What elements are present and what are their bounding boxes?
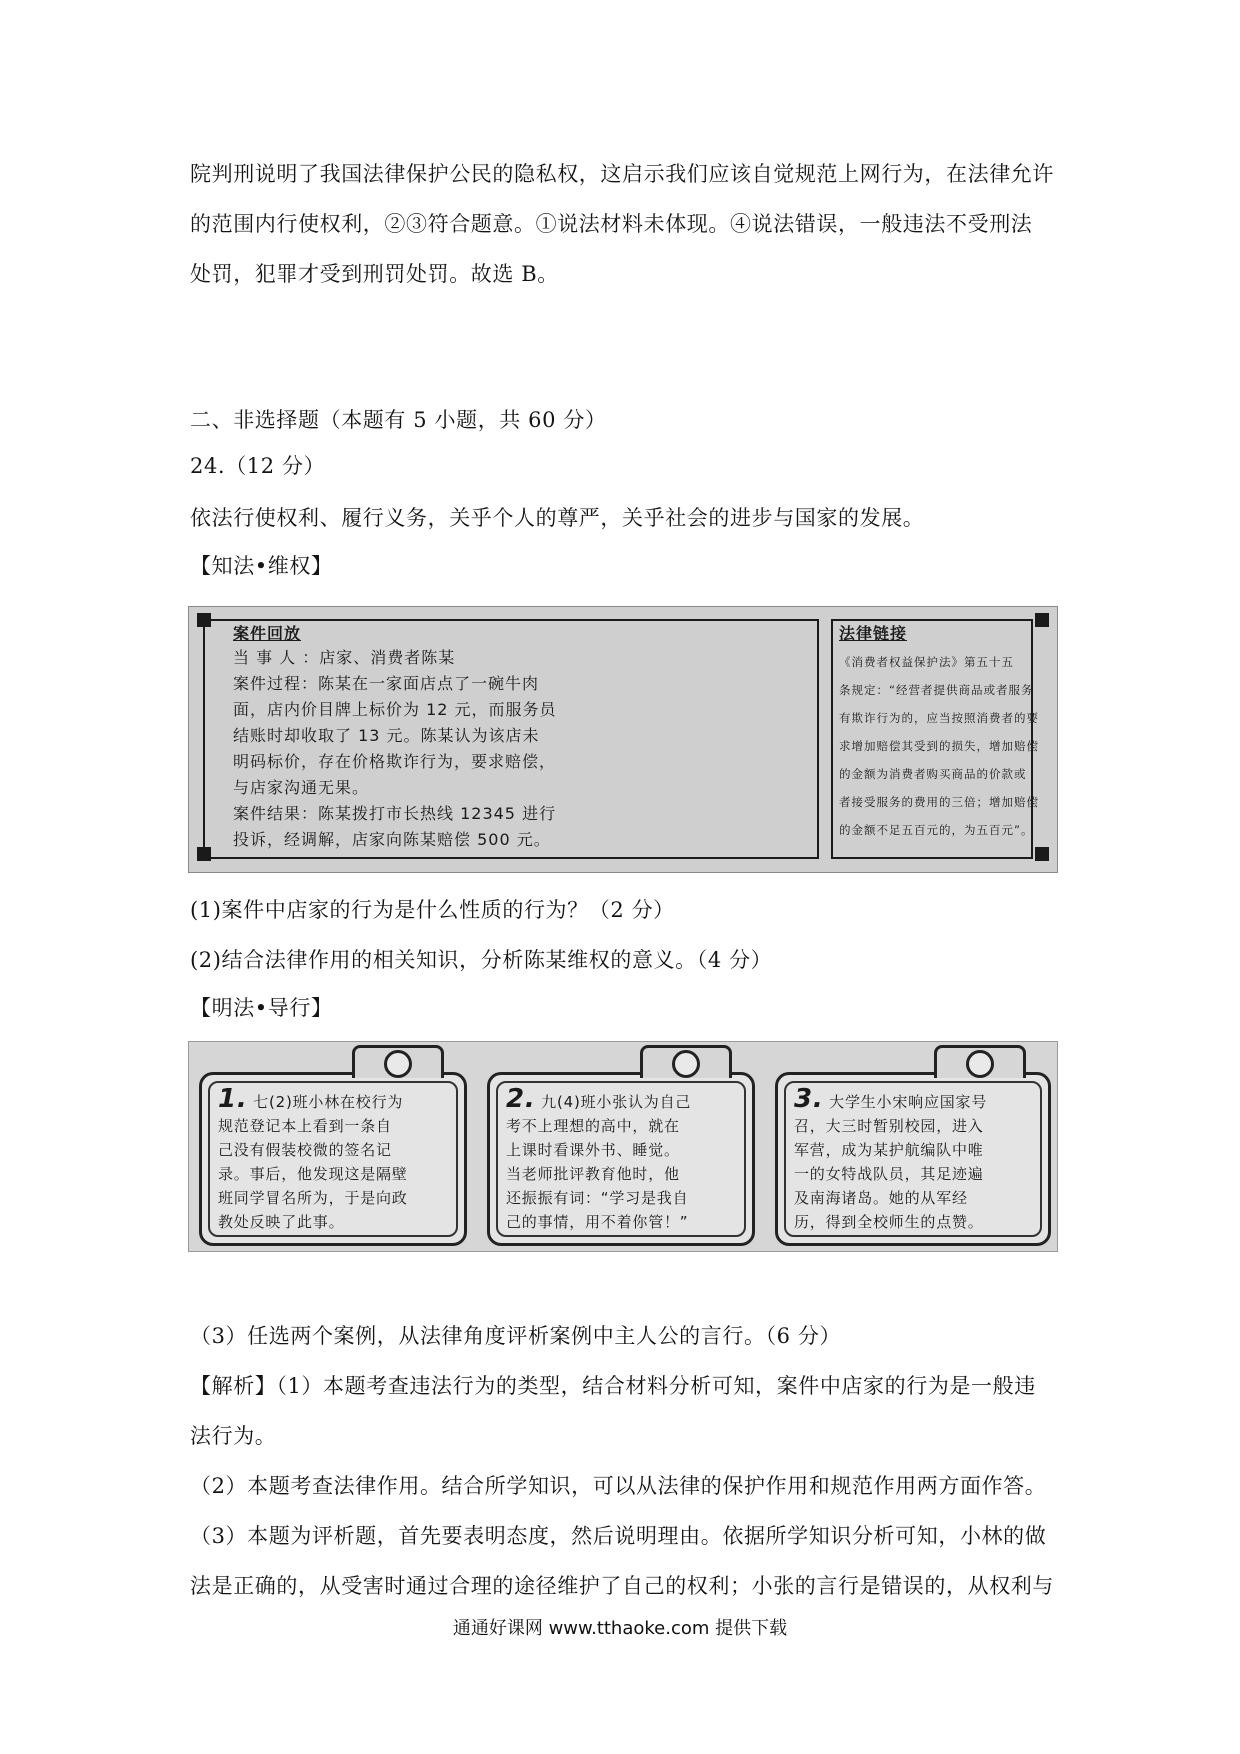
analysis-line: 【解析】（1）本题考查违法行为的类型，结合材料分析可知，案件中店家的行为是一般违 bbox=[190, 1374, 1036, 1398]
case-card-number: 2. bbox=[506, 1084, 536, 1114]
law-line: 有欺诈行为的，应当按照消费者的要 bbox=[839, 711, 1039, 725]
frame-corner bbox=[1035, 847, 1049, 861]
section-bracket-label: 【知法•维权】 bbox=[190, 554, 333, 578]
paragraph-line: 处罚，犯罪才受到刑罚处罚。故选 B。 bbox=[190, 262, 559, 286]
law-line: 者接受服务的费用的三倍；增加赔偿 bbox=[839, 795, 1039, 809]
question-3: （3）任选两个案例，从法律角度评析案例中主人公的言行。（6 分） bbox=[190, 1324, 842, 1348]
law-line: 条规定：“经营者提供商品或者服务 bbox=[839, 683, 1034, 697]
frame-corner bbox=[1035, 613, 1049, 627]
case-review-figure bbox=[188, 606, 1058, 873]
question-2: (2)结合法律作用的相关知识，分析陈某维权的意义。（4 分） bbox=[190, 948, 773, 972]
case-card-text: 2. 九(4)班小张认为自己 考不上理想的高中，就在 上课时看课外书、睡觉。 当老师批评教育他时，他 还振振有词：“学习是我自 己的事情，用不着你管！” bbox=[506, 1084, 692, 1231]
case-line: 结账时却收取了 13 元。陈某认为该店未 bbox=[233, 726, 540, 745]
case-line: 案件结果：陈某拨打市长热线 12345 进行 bbox=[233, 804, 557, 823]
case-line: 面，店内价目牌上标价为 12 元，而服务员 bbox=[233, 700, 557, 719]
law-line: 的金额不足五百元的，为五百元”。 bbox=[839, 823, 1034, 837]
cases-figure bbox=[188, 1041, 1058, 1252]
frame-corner bbox=[197, 847, 211, 861]
law-line: 的金额为消费者购买商品的价款或 bbox=[839, 767, 1027, 781]
analysis-line: （3）本题为评析题，首先要表明态度，然后说明理由。依据所学知识分析可知，小林的做 bbox=[190, 1524, 1047, 1548]
section-title: 二、非选择题（本题有 5 小题，共 60 分） bbox=[190, 408, 607, 432]
case-card-1 bbox=[199, 1072, 467, 1246]
intro-text: 依法行使权利、履行义务，关乎个人的尊严，关乎社会的进步与国家的发展。 bbox=[190, 506, 925, 530]
case-review-title: 案件回放 bbox=[233, 624, 302, 643]
law-line: 《消费者权益保护法》第五十五 bbox=[839, 655, 1014, 669]
case-card-text: 3. 大学生小宋响应国家号 召，大三时暂别校园，进入 军营，成为某护航编队中唯 一的女特战队员，其足迹遍 及南海诸岛。她的从军经 历，得到全校师生的点赞。 bbox=[794, 1084, 988, 1231]
paragraph-line: 的范围内行使权利，②③符合题意。①说法材料未体现。④说法错误，一般违法不受刑法 bbox=[190, 212, 1033, 236]
case-line: 明码标价，存在价格欺诈行为，要求赔偿， bbox=[233, 752, 557, 771]
case-line: 与店家沟通无果。 bbox=[233, 778, 370, 797]
case-card-2 bbox=[487, 1072, 755, 1246]
camera-icon bbox=[934, 1045, 1026, 1078]
case-line: 投诉，经调解，店家向陈某赔偿 500 元。 bbox=[233, 830, 551, 849]
case-line: 当 事 人 ：店家、消费者陈某 bbox=[233, 648, 456, 667]
case-line: 案件过程：陈某在一家面店点了一碗牛肉 bbox=[233, 674, 540, 693]
frame-corner bbox=[197, 613, 211, 627]
section-bracket-label: 【明法•导行】 bbox=[190, 996, 333, 1020]
paragraph-line: 院判刑说明了我国法律保护公民的隐私权，这启示我们应该自觉规范上网行为，在法律允许 bbox=[190, 162, 1054, 186]
law-link-title: 法律链接 bbox=[839, 624, 908, 643]
analysis-line: 法是正确的，从受害时通过合理的途径维护了自己的权利；小张的言行是错误的，从权利与 bbox=[190, 1574, 1054, 1598]
analysis-line: 法行为。 bbox=[190, 1424, 277, 1448]
page-footer: 通通好课网 www.tthaoke.com 提供下载 bbox=[452, 1618, 788, 1639]
case-card-3 bbox=[775, 1072, 1051, 1246]
law-line: 求增加赔偿其受到的损失，增加赔偿 bbox=[839, 739, 1039, 753]
case-card-text: 1. 七(2)班小林在校行为 规范登记本上看到一条自 己没有假装校微的签名记 录。事后，他发现这是隔壁 班同学冒名所为，于是向政 教处反映了此事。 bbox=[218, 1084, 408, 1231]
analysis-line: （2）本题考查法律作用。结合所学知识，可以从法律的保护作用和规范作用两方面作答。 bbox=[190, 1474, 1047, 1498]
question-header: 24.（12 分） bbox=[190, 454, 326, 478]
case-card-number: 3. bbox=[794, 1084, 824, 1114]
question-1: (1)案件中店家的行为是什么性质的行为？（2 分） bbox=[190, 898, 675, 922]
camera-icon bbox=[352, 1045, 444, 1078]
case-card-number: 1. bbox=[218, 1084, 248, 1114]
camera-icon bbox=[640, 1045, 732, 1078]
